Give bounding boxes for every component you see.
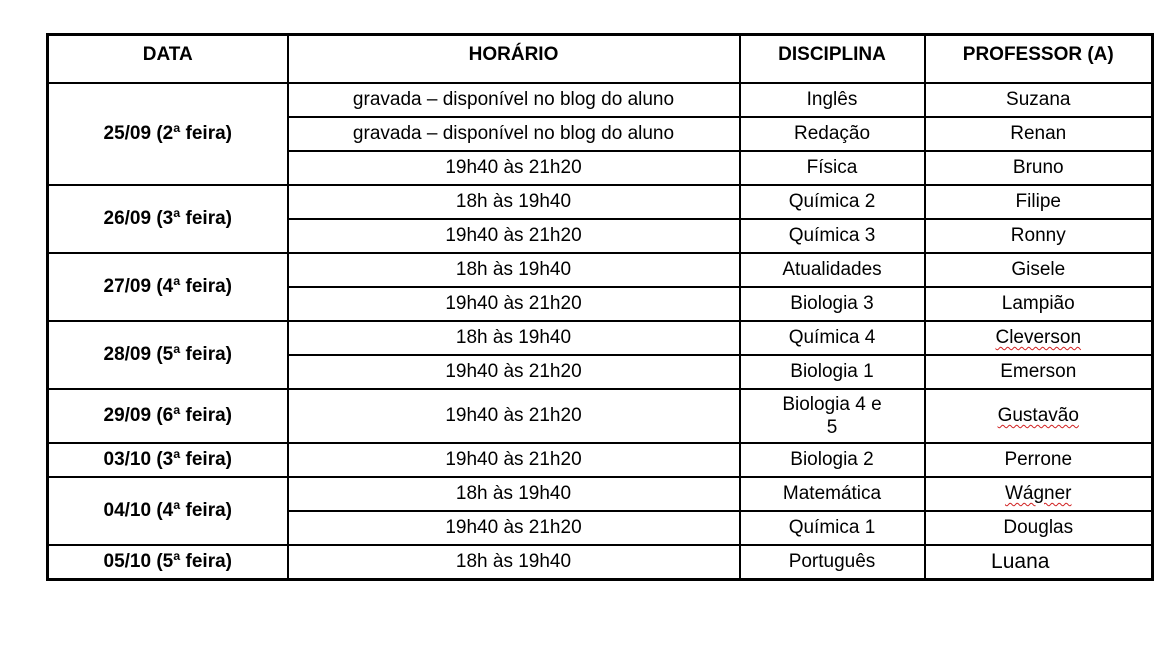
horario-cell: 18h às 19h40 xyxy=(288,477,740,511)
horario-cell: gravada – disponível no blog do aluno xyxy=(288,117,740,151)
date-cell: 25/09 (2ª feira) xyxy=(48,83,288,185)
professor-cell: Lampião xyxy=(925,287,1153,321)
horario-cell: 18h às 19h40 xyxy=(288,185,740,219)
professor-name: Wágner xyxy=(1004,483,1072,504)
disciplina-cell: Biologia 3 xyxy=(740,287,925,321)
disciplina-cell: Física xyxy=(740,151,925,185)
date-cell: 29/09 (6ª feira) xyxy=(48,389,288,443)
table-row xyxy=(48,545,1153,580)
disciplina-cell: Biologia 2 xyxy=(740,443,925,477)
horario-cell: 18h às 19h40 xyxy=(288,545,740,580)
disciplina-cell: Química 4 xyxy=(740,321,925,355)
professor-name: Luana xyxy=(991,549,1050,573)
horario-cell: 19h40 às 21h20 xyxy=(288,355,740,389)
table-row xyxy=(48,477,1153,511)
disciplina-cell: Química 3 xyxy=(740,219,925,253)
date-cell: 27/09 (4ª feira) xyxy=(48,253,288,321)
date-cell: 28/09 (5ª feira) xyxy=(48,321,288,389)
header-horario: HORÁRIO xyxy=(288,35,740,83)
disciplina-cell: Química 1 xyxy=(740,511,925,545)
header-row xyxy=(48,35,1153,83)
header-data: DATA xyxy=(48,35,288,83)
professor-cell xyxy=(925,321,1153,355)
disciplina-cell: Biologia 1 xyxy=(740,355,925,389)
disciplina-cell: Biologia 4 e 5 xyxy=(740,389,925,443)
professor-cell xyxy=(925,389,1153,443)
professor-cell: Renan xyxy=(925,117,1153,151)
horario-cell: 19h40 às 21h20 xyxy=(288,511,740,545)
disciplina-cell: Matemática xyxy=(740,477,925,511)
disciplina-cell: Atualidades xyxy=(740,253,925,287)
professor-cell: Filipe xyxy=(925,185,1153,219)
horario-cell: 18h às 19h40 xyxy=(288,321,740,355)
date-cell: 26/09 (3ª feira) xyxy=(48,185,288,253)
professor-cell: Douglas xyxy=(925,511,1153,545)
horario-cell: 19h40 às 21h20 xyxy=(288,443,740,477)
horario-cell: 18h às 19h40 xyxy=(288,253,740,287)
horario-cell: gravada – disponível no blog do aluno xyxy=(288,83,740,117)
table-row xyxy=(48,83,1153,117)
professor-cell: Bruno xyxy=(925,151,1153,185)
header-disciplina: DISCIPLINA xyxy=(740,35,925,83)
disciplina-cell: Redação xyxy=(740,117,925,151)
professor-cell: Gisele xyxy=(925,253,1153,287)
date-cell: 03/10 (3ª feira) xyxy=(48,443,288,477)
professor-cell xyxy=(925,477,1153,511)
schedule-table xyxy=(46,33,1154,581)
professor-cell: Suzana xyxy=(925,83,1153,117)
horario-cell: 19h40 às 21h20 xyxy=(288,151,740,185)
professor-name: Cleverson xyxy=(995,327,1082,348)
table-row xyxy=(48,389,1153,443)
table-row xyxy=(48,443,1153,477)
horario-cell: 19h40 às 21h20 xyxy=(288,287,740,321)
professor-cell xyxy=(925,545,1153,580)
table-row xyxy=(48,185,1153,219)
professor-cell: Perrone xyxy=(925,443,1153,477)
horario-cell: 19h40 às 21h20 xyxy=(288,389,740,443)
horario-cell: 19h40 às 21h20 xyxy=(288,219,740,253)
date-cell: 05/10 (5ª feira) xyxy=(48,545,288,580)
disciplina-cell: Química 2 xyxy=(740,185,925,219)
professor-cell: Emerson xyxy=(925,355,1153,389)
professor-cell: Ronny xyxy=(925,219,1153,253)
table-row xyxy=(48,321,1153,355)
professor-name: Gustavão xyxy=(997,405,1079,426)
disciplina-cell: Português xyxy=(740,545,925,580)
disciplina-cell: Inglês xyxy=(740,83,925,117)
header-professor: PROFESSOR (A) xyxy=(925,35,1153,83)
date-cell: 04/10 (4ª feira) xyxy=(48,477,288,545)
table-row xyxy=(48,253,1153,287)
